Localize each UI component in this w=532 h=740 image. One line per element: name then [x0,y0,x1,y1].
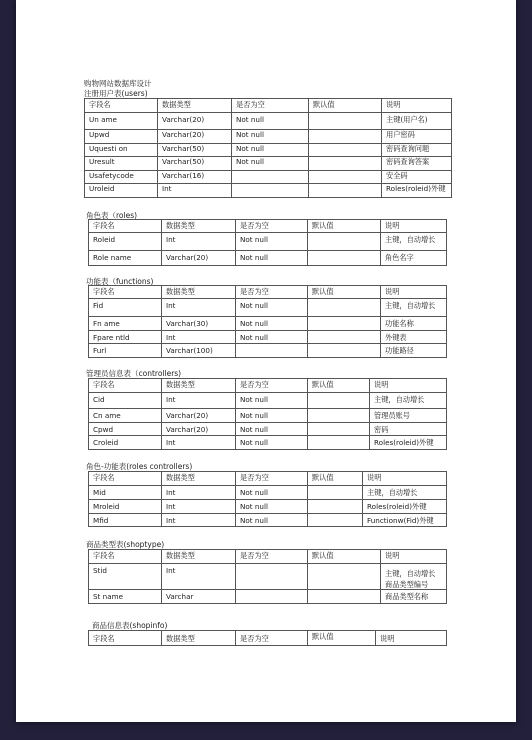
table-cell: Not null [232,143,309,157]
header-cell: 默认值 [308,550,381,564]
header-cell: 数据类型 [162,379,236,393]
table-cell: Roles(roleid)外键 [370,436,447,450]
table-cell [236,564,308,590]
table-cell [308,513,363,527]
table-cell: Not null [236,486,308,500]
table-cell [308,422,370,436]
header-cell: 字段名 [89,631,162,646]
table-cell: Varchar [162,590,236,604]
table-header-row [89,220,447,233]
table-cell: Cn ame [89,409,162,423]
header-cell: 字段名 [89,550,162,564]
table-cell [308,251,381,266]
table-header-row [89,550,447,564]
table-cell: Mfid [89,513,162,527]
table-cell: Not null [236,409,308,423]
table-cell [232,170,309,184]
table-cell: Int [162,233,236,251]
table-cell: Int [162,436,236,450]
table-row [85,184,452,198]
table-cell: Not null [232,157,309,171]
table-cell: 安全码 [382,170,452,184]
table-header-row [89,472,447,486]
document-page [16,0,516,722]
header-cell: 数据类型 [162,550,236,564]
shopinfo-table-title: 商品信息表(shopinfo) [92,621,168,630]
table-row [89,500,447,514]
table-cell: Int [162,299,236,317]
table-cell: 主键，自动增长 商品类型编号 [381,564,447,590]
table-cell [309,113,382,130]
table-cell: Varchar(30) [162,317,236,331]
header-cell: 字段名 [89,220,162,233]
table-cell: Varchar(50) [158,143,232,157]
table-row [85,157,452,171]
table-row [89,564,447,590]
header-cell: 是否为空 [236,286,308,299]
table-cell: Upwd [85,130,158,144]
table-cell: Fn ame [89,317,162,331]
table-cell [308,344,381,358]
table-cell [236,344,308,358]
table-cell [308,500,363,514]
header-cell: 是否为空 [236,550,308,564]
header-cell: 默认值 [308,286,381,299]
shoptype-table [88,549,447,604]
table-cell: 外键表 [381,330,447,344]
table-row [89,251,447,266]
table-cell [309,184,382,198]
table-cell: St name [89,590,162,604]
header-cell: 字段名 [89,379,162,393]
shopinfo-table [88,630,447,646]
table-cell: Not null [236,233,308,251]
header-cell: 说明 [376,631,447,646]
table-cell: Not null [236,513,308,527]
table-row [89,299,447,317]
table-row [89,344,447,358]
header-cell: 默认值 [308,631,376,646]
table-row [85,113,452,130]
table-cell [308,436,370,450]
table-cell: Functionw(Fid)外键 [363,513,447,527]
table-row [89,233,447,251]
header-cell: 说明 [381,286,447,299]
table-cell: 主键，自动增长 [363,486,447,500]
table-cell: Varchar(20) [158,130,232,144]
header-cell: 是否为空 [232,99,309,113]
table-row [89,590,447,604]
table-cell: 功能名称 [381,317,447,331]
table-row [89,393,447,409]
header-cell: 默认值 [309,99,382,113]
table-cell: Fpare ntld [89,330,162,344]
table-cell: Cpwd [89,422,162,436]
table-cell: Mid [89,486,162,500]
table-cell: Furl [89,344,162,358]
table-cell [236,590,308,604]
table-cell: Varchar(20) [162,251,236,266]
table-row [85,170,452,184]
table-cell: 主键，自动增长 [381,233,447,251]
header-cell: 数据类型 [162,472,236,486]
table-row [89,330,447,344]
table-cell: Not null [236,317,308,331]
header-cell: 说明 [363,472,447,486]
users-table-title: 注册用户表(users) [84,89,148,98]
functions-table [88,285,447,358]
table-cell: 密码查询问题 [382,143,452,157]
table-cell [308,564,381,590]
table-cell: Un ame [85,113,158,130]
table-cell [308,330,381,344]
table-cell: 功能路径 [381,344,447,358]
roles-controllers-table-title: 角色-功能表(roles controllers) [86,462,193,471]
table-cell: Not null [236,422,308,436]
table-cell: Int [162,486,236,500]
table-row [89,436,447,450]
table-cell: Uresult [85,157,158,171]
table-cell [309,143,382,157]
header-cell: 字段名 [89,286,162,299]
table-cell: Int [162,500,236,514]
table-cell [308,393,370,409]
table-cell: Cid [89,393,162,409]
table-cell [232,184,309,198]
header-cell: 是否为空 [236,631,308,646]
table-row [89,422,447,436]
table-cell: Not null [236,393,308,409]
header-cell: 是否为空 [236,379,308,393]
roles-table-title: 角色表（roles) [86,211,138,220]
table-cell: Int [158,184,232,198]
table-header-row [89,631,447,646]
table-cell: 管理员账号 [370,409,447,423]
header-cell: 默认值 [308,220,381,233]
table-cell: Varchar(20) [162,422,236,436]
shoptype-table-title: 商品类型表(shoptype) [86,540,165,549]
table-cell [309,130,382,144]
table-cell: Not null [232,130,309,144]
header-cell: 说明 [370,379,447,393]
document-title: 购物网站数据库设计 [84,79,152,88]
table-cell: Not null [236,299,308,317]
table-header-row [89,286,447,299]
table-cell: Not null [236,330,308,344]
roles-controllers-table [88,471,447,527]
table-cell: Uquesti on [85,143,158,157]
header-cell: 是否为空 [236,220,308,233]
table-cell: Varchar(16) [158,170,232,184]
table-cell: 密码 [370,422,447,436]
table-cell: Int [162,513,236,527]
table-cell: 主键，自动增长 [381,299,447,317]
table-cell [308,317,381,331]
table-cell: Int [162,564,236,590]
table-cell: Mroleid [89,500,162,514]
table-row [85,143,452,157]
table-cell: Varchar(20) [162,409,236,423]
table-cell: Not null [236,251,308,266]
table-cell: Usafetycode [85,170,158,184]
table-cell: Varchar(50) [158,157,232,171]
header-cell: 数据类型 [162,286,236,299]
table-row [89,317,447,331]
header-cell: 是否为空 [236,472,308,486]
table-cell: 密码查询答案 [382,157,452,171]
table-cell [308,233,381,251]
table-cell: 主键，自动增长 [370,393,447,409]
controllers-table [88,378,447,450]
table-cell: Int [162,330,236,344]
header-cell: 说明 [381,220,447,233]
header-cell: 说明 [381,550,447,564]
roles-table [88,219,447,266]
table-cell: Stid [89,564,162,590]
header-cell: 数据类型 [162,220,236,233]
header-cell: 数据类型 [158,99,232,113]
table-cell: Varchar(100) [162,344,236,358]
table-cell [309,157,382,171]
table-cell: Croleid [89,436,162,450]
table-cell [308,299,381,317]
header-cell: 数据类型 [162,631,236,646]
table-cell: Roleid [89,233,162,251]
controllers-table-title: 管理员信息表（controllers) [86,369,182,378]
functions-table-title: 功能表（functions) [86,277,154,286]
users-table [84,98,452,198]
table-cell: 角色名字 [381,251,447,266]
table-cell: 商品类型名称 [381,590,447,604]
table-cell: Not null [232,113,309,130]
table-cell: Roles(roleid)外键 [363,500,447,514]
table-header-row [85,99,452,113]
table-cell: 主键(用户名) [382,113,452,130]
table-row [89,409,447,423]
table-cell: Not null [236,500,308,514]
table-cell: Not null [236,436,308,450]
table-cell: Uroleid [85,184,158,198]
header-cell: 默认值 [308,472,363,486]
table-cell: Int [162,393,236,409]
table-cell [308,486,363,500]
header-cell: 说明 [382,99,452,113]
table-cell: Fid [89,299,162,317]
header-cell: 字段名 [85,99,158,113]
table-row [85,130,452,144]
table-row [89,513,447,527]
table-cell [308,590,381,604]
table-header-row [89,379,447,393]
table-cell [308,409,370,423]
table-cell [309,170,382,184]
header-cell: 字段名 [89,472,162,486]
table-cell: Role name [89,251,162,266]
table-cell: Varchar(20) [158,113,232,130]
table-row [89,486,447,500]
header-cell: 默认值 [308,379,370,393]
table-cell: Roles(roleid)外键 [382,184,452,198]
stid-note: 商品类型编号 [385,580,429,589]
table-cell: 用户密码 [382,130,452,144]
